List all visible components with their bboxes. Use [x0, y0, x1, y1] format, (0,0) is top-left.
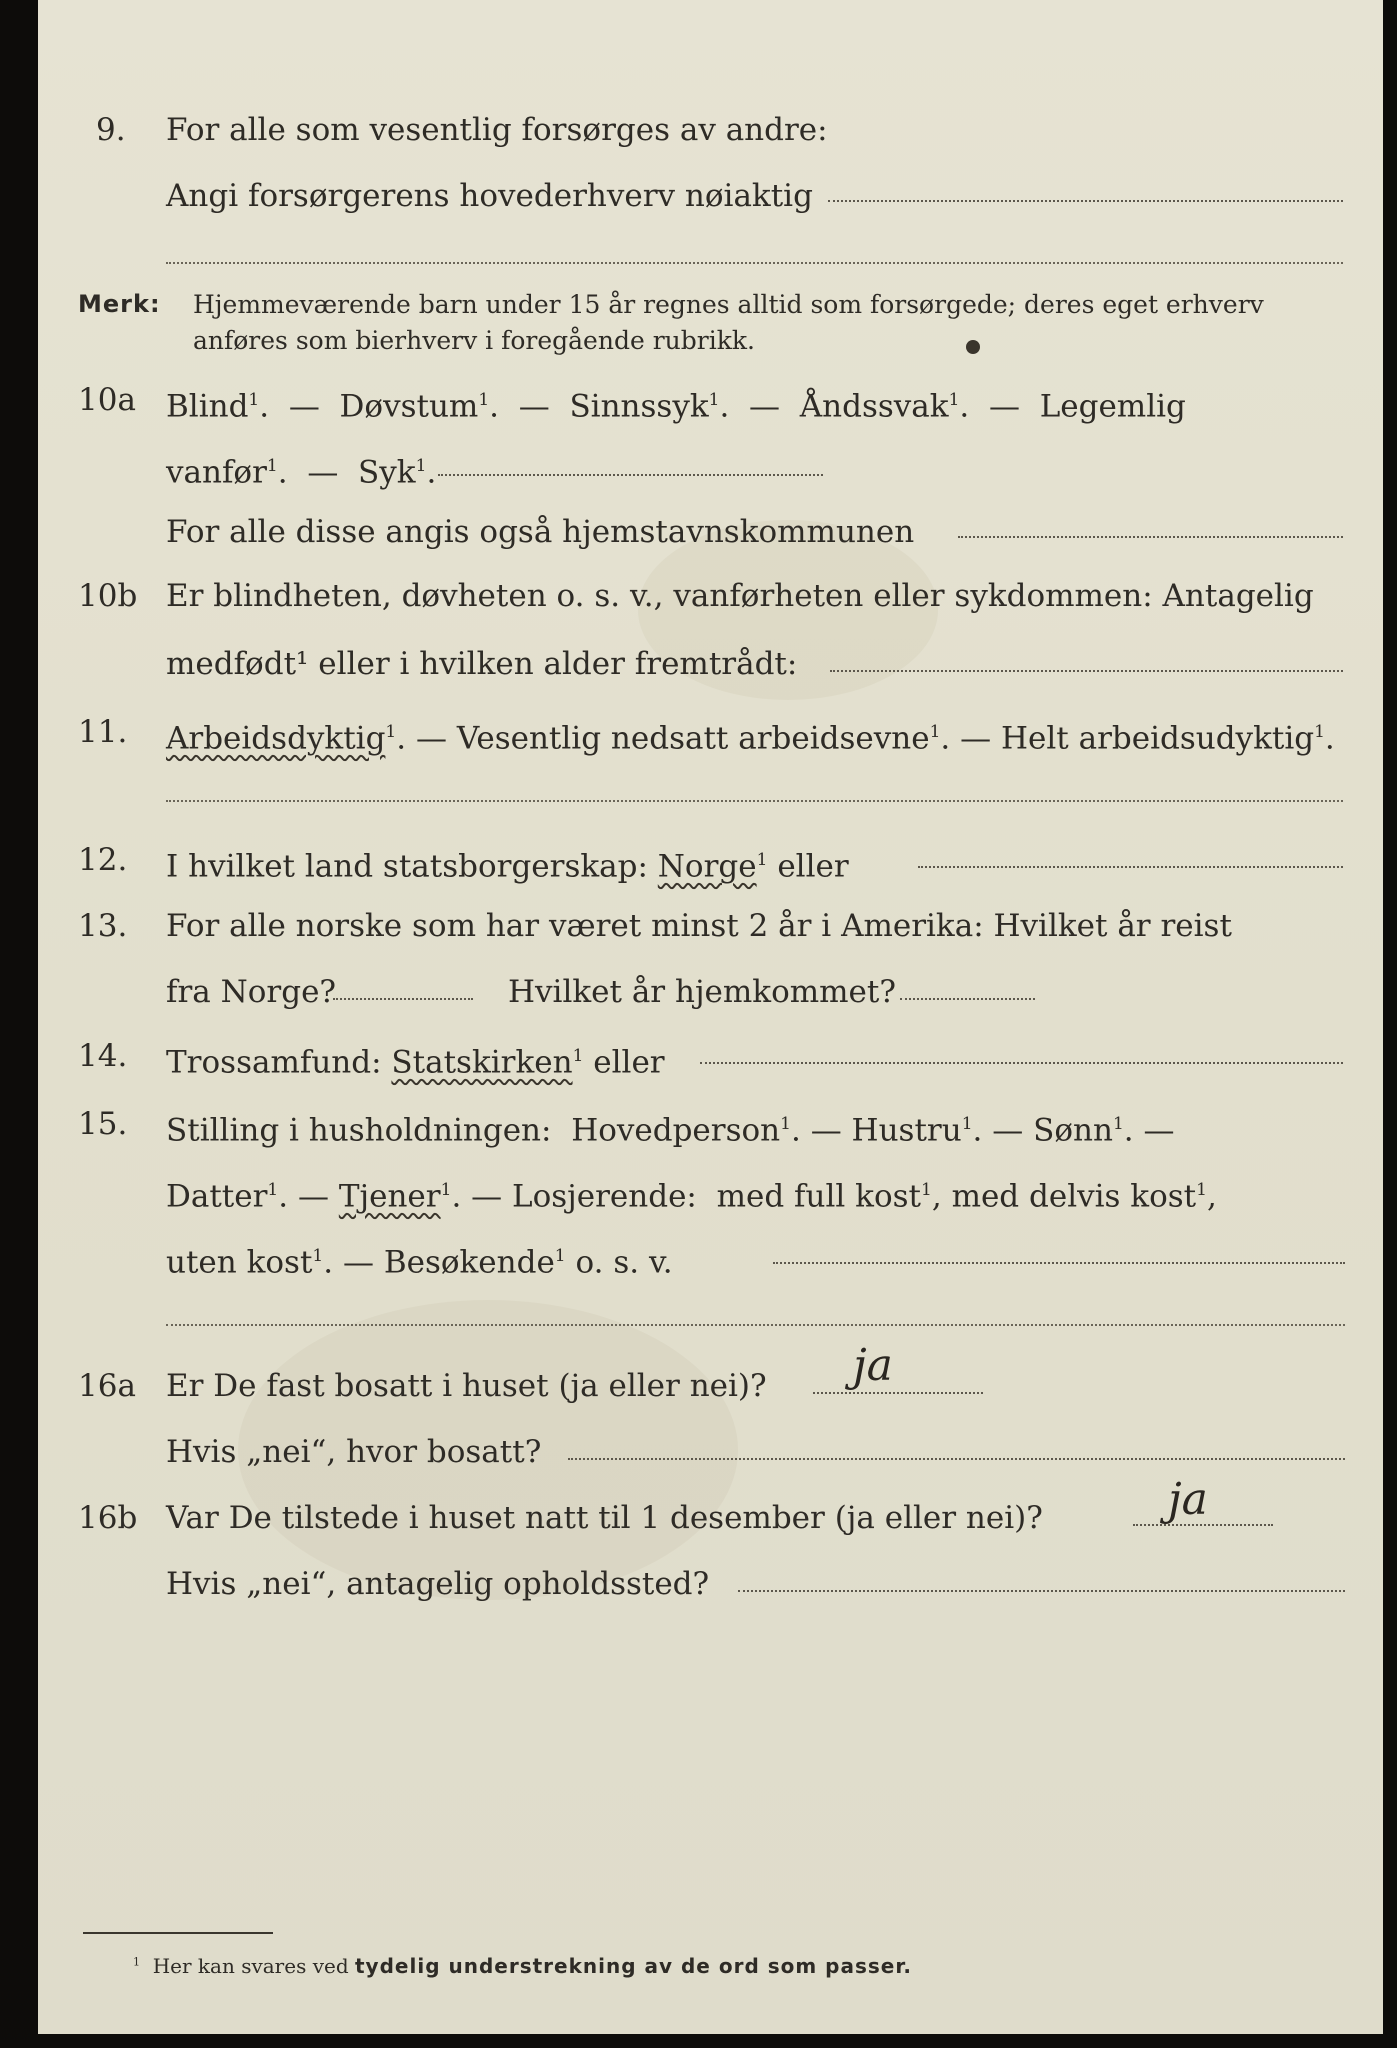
option-norge: Norge [657, 848, 757, 885]
option-arbeidsdyktig: Arbeidsdyktig [166, 720, 386, 757]
merk-text-1: Hjemmeværende barn under 15 år regnes alltid som forsørgede; deres eget erhverv [193, 290, 1264, 319]
answer-line-q10a-kommune[interactable] [958, 536, 1343, 538]
option-dovstum: Døvstum [339, 388, 479, 425]
answer-line-q11[interactable] [166, 800, 1343, 802]
option-tjener: Tjener [338, 1178, 441, 1215]
option-sinnssyk: Sinnssyk [569, 388, 709, 425]
answer-line-q9[interactable] [828, 200, 1343, 202]
question-number-16a: 16a [78, 1368, 136, 1404]
q16a-line2: Hvis „nei“, hvor bosatt? [166, 1434, 542, 1470]
answer-line-q14[interactable] [700, 1062, 1343, 1064]
q9-line1: For alle som vesentlig forsørges av andre: [166, 112, 828, 148]
q14-line: Trossamfund: Statskirken$^1$ eller [166, 1044, 665, 1081]
question-number-11: 11. [78, 714, 128, 750]
answer-line-q9b[interactable] [166, 262, 1343, 264]
footnote: $^1$ Her kan svares ved tydelig understrekning av de ord som passer. [133, 1954, 912, 1978]
q13-line2b: Hvilket år hjemkommet? [508, 974, 896, 1010]
q10a-line2: vanfør$^1$. — Syk$^1$. [166, 454, 437, 491]
answer-line-q12[interactable] [918, 866, 1343, 868]
option-blind: Blind [166, 388, 249, 425]
ink-spot [966, 340, 980, 354]
option-datter: Datter [166, 1178, 268, 1215]
q16b-line1: Var De tilstede i huset natt til 1 desember (ja eller nei)? [166, 1500, 1043, 1536]
question-number-9: 9. [96, 112, 126, 148]
answer-line-q16a[interactable] [813, 1392, 983, 1394]
question-number-14: 14. [78, 1038, 128, 1074]
question-number-16b: 16b [78, 1500, 138, 1536]
q9-line2: Angi forsørgerens hovederhverv nøiaktig [166, 178, 813, 214]
answer-line-q10b[interactable] [830, 670, 1343, 672]
q10a-line1: Blind$^1$. — Døvstum$^1$. — Sinnssyk$^1$. — Åndssvak$^1$. — Legemlig [166, 388, 1186, 425]
form-page [38, 0, 1383, 2034]
question-number-12: 12. [78, 842, 128, 878]
q13-line1: For alle norske som har været minst 2 år i Amerika: Hvilket år reist [166, 908, 1232, 944]
q16b-line2: Hvis „nei“, antagelig opholdssted? [166, 1566, 710, 1602]
option-delvis-kost: med delvis kost [951, 1178, 1197, 1215]
q10a-line3: For alle disse angis også hjemstavnskommunen [166, 514, 915, 550]
option-andssvak: Åndssvak [799, 388, 949, 425]
option-hovedperson: Hovedperson [571, 1112, 781, 1149]
option-arbeidsudyktig: Helt arbeidsudyktig [1000, 720, 1315, 757]
option-besokende: Besøkende [383, 1244, 555, 1281]
question-number-15: 15. [78, 1106, 128, 1142]
question-number-10b: 10b [78, 578, 138, 614]
option-legemlig: Legemlig [1039, 388, 1186, 425]
option-uten-kost: uten kost [166, 1244, 313, 1281]
answer-line-q15b[interactable] [166, 1324, 1345, 1326]
q15-line2: Datter$^1$. — Tjener$^1$. — Losjerende: med full kost$^1$, med delvis kost$^1$, [166, 1178, 1217, 1215]
q12-line: I hvilket land statsborgerskap: Norge$^1$ eller [166, 848, 849, 885]
q16a-line1: Er De fast bosatt i huset (ja eller nei)? [166, 1368, 767, 1404]
q11-line1: Arbeidsdyktig$^1$. — Vesentlig nedsatt arbeidsevne$^1$. — Helt arbeidsudyktig$^1$. [166, 720, 1335, 757]
answer-line-q13-hjemkommet[interactable] [900, 998, 1035, 1000]
option-vanfor: vanfør [166, 454, 267, 491]
answer-line-q10a[interactable] [438, 474, 823, 476]
answer-line-q15[interactable] [773, 1262, 1345, 1264]
merk-text-2: anføres som bierhverv i foregående rubrikk. [193, 326, 755, 355]
merk-label: Merk: [78, 290, 161, 318]
q15-line3: uten kost$^1$. — Besøkende$^1$ o. s. v. [166, 1244, 673, 1281]
q10b-line1: Er blindheten, døvheten o. s. v., vanførheten eller sykdommen: Antagelig [166, 578, 1314, 614]
q15-line1: Stilling i husholdningen: Hovedperson$^1$. — Hustru$^1$. — Sønn$^1$. — [166, 1112, 1175, 1149]
option-nedsatt: Vesentlig nedsatt arbeidsevne [456, 720, 930, 757]
question-number-13: 13. [78, 908, 128, 944]
question-number-10a: 10a [78, 382, 136, 418]
option-sonn: Sønn [1033, 1112, 1113, 1149]
q13-line2a: fra Norge? [166, 974, 337, 1010]
option-statskirken: Statskirken [391, 1044, 573, 1081]
answer-line-q16b-opphold[interactable] [738, 1590, 1345, 1592]
option-hustru: Hustru [851, 1112, 962, 1149]
handwritten-answer-q16a: ja [853, 1340, 893, 1391]
footnote-rule [83, 1932, 273, 1934]
option-syk: Syk [358, 454, 416, 491]
handwritten-answer-q16b: ja [1168, 1474, 1208, 1525]
option-full-kost: med full kost [716, 1178, 921, 1215]
answer-line-q13-reist[interactable] [333, 998, 473, 1000]
answer-line-q16a-bosatt[interactable] [568, 1458, 1345, 1460]
q10b-line2: medfødt¹ eller i hvilken alder fremtrådt: [166, 646, 798, 682]
